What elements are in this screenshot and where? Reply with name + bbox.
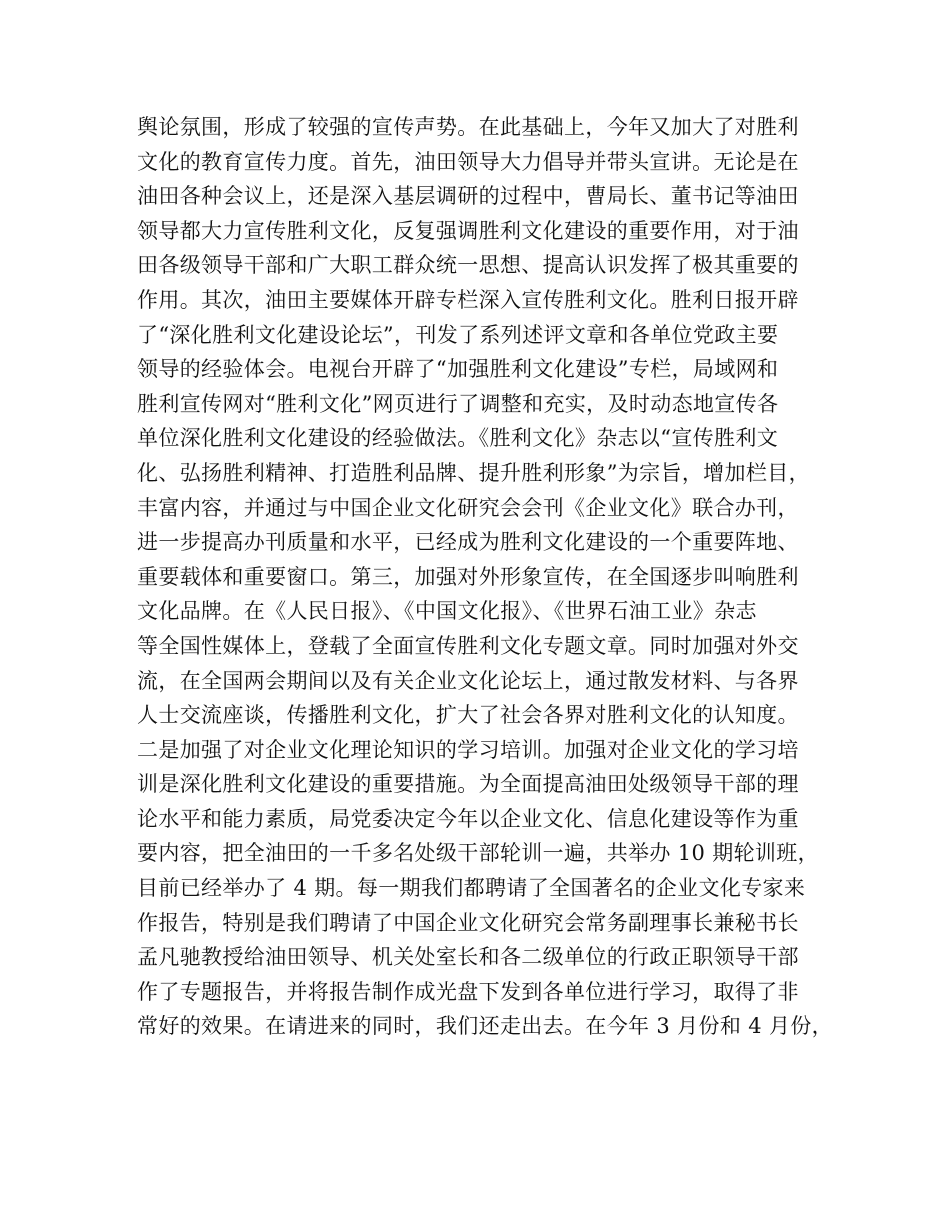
text-line: 要内容，把全油田的一千多名处级干部轮训一遍，共举办 10 期轮训班， bbox=[137, 841, 819, 866]
text-line: 重要载体和重要窗口。第三，加强对外形象宣传，在全国逐步叫响胜利 bbox=[137, 564, 799, 589]
text-line: 论水平和能力素质，局党委决定今年以企业文化、信息化建设等作为重 bbox=[137, 806, 799, 831]
text-line: 等全国性媒体上，登载了全面宣传胜利文化专题文章。同时加强对外交 bbox=[137, 633, 799, 658]
text-line: 田各级领导干部和广大职工群众统一思想、提高认识发挥了极其重要的 bbox=[137, 253, 799, 278]
text-line: 舆论氛围，形成了较强的宣传声势。在此基础上，今年又加大了对胜利 bbox=[137, 115, 799, 139]
text-line: 训是深化胜利文化建设的重要措施。为全面提高油田处级领导干部的理 bbox=[137, 772, 799, 797]
text-line: 油田各种会议上，还是深入基层调研的过程中，曹局长、董书记等油田 bbox=[137, 184, 799, 209]
text-line: 常好的效果。在请进来的同时，我们还走出去。在今年 3 月份和 4 月份， bbox=[137, 1014, 834, 1039]
text-line: 二是加强了对企业文化理论知识的学习培训。加强对企业文化的学习培 bbox=[137, 737, 799, 762]
text-line: 了“深化胜利文化建设论坛”，刊发了系列述评文章和各单位党政主要 bbox=[137, 322, 779, 347]
text-line: 化、弘扬胜利精神、打造胜利品牌、提升胜利形象”为宗旨，增加栏目， bbox=[137, 460, 810, 485]
text-line: 胜利宣传网对“胜利文化”网页进行了调整和充实，及时动态地宣传各 bbox=[137, 391, 779, 416]
text-line: 文化的教育宣传力度。首先，油田领导大力倡导并带头宣讲。无论是在 bbox=[137, 149, 799, 174]
text-line: 流，在全国两会期间以及有关企业文化论坛上，通过散发材料、与各界 bbox=[137, 668, 799, 693]
text-line: 孟凡驰教授给油田领导、机关处室长和各二级单位的行政正职领导干部 bbox=[137, 945, 799, 970]
text-line: 人士交流座谈，传播胜利文化，扩大了社会各界对胜利文化的认知度。 bbox=[137, 703, 799, 728]
text-line: 作用。其次，油田主要媒体开辟专栏深入宣传胜利文化。胜利日报开辟 bbox=[137, 287, 799, 312]
text-line: 作了专题报告，并将报告制作成光盘下发到各单位进行学习，取得了非 bbox=[137, 979, 799, 1004]
text-line: 单位深化胜利文化建设的经验做法。《胜利文化》杂志以“宣传胜利文 bbox=[137, 426, 779, 451]
text-line: 文化品牌。在《人民日报》、《中国文化报》、《世界石油工业》杂志 bbox=[137, 599, 757, 624]
text-line: 丰富内容，并通过与中国企业文化研究会会刊《企业文化》联合办刊， bbox=[137, 495, 799, 520]
text-line: 领导都大力宣传胜利文化，反复强调胜利文化建设的重要作用，对于油 bbox=[137, 218, 799, 243]
text-line: 作报告，特别是我们聘请了中国企业文化研究会常务副理事长兼秘书长 bbox=[137, 910, 799, 935]
text-line: 目前已经举办了 4 期。每一期我们都聘请了全国著名的企业文化专家来 bbox=[137, 876, 806, 901]
text-line: 领导的经验体会。电视台开辟了“加强胜利文化建设”专栏，局域网和 bbox=[137, 357, 779, 382]
body-text bbox=[137, 110, 837, 1044]
text-line: 进一步提高办刊质量和水平，已经成为胜利文化建设的一个重要阵地、 bbox=[137, 530, 799, 555]
